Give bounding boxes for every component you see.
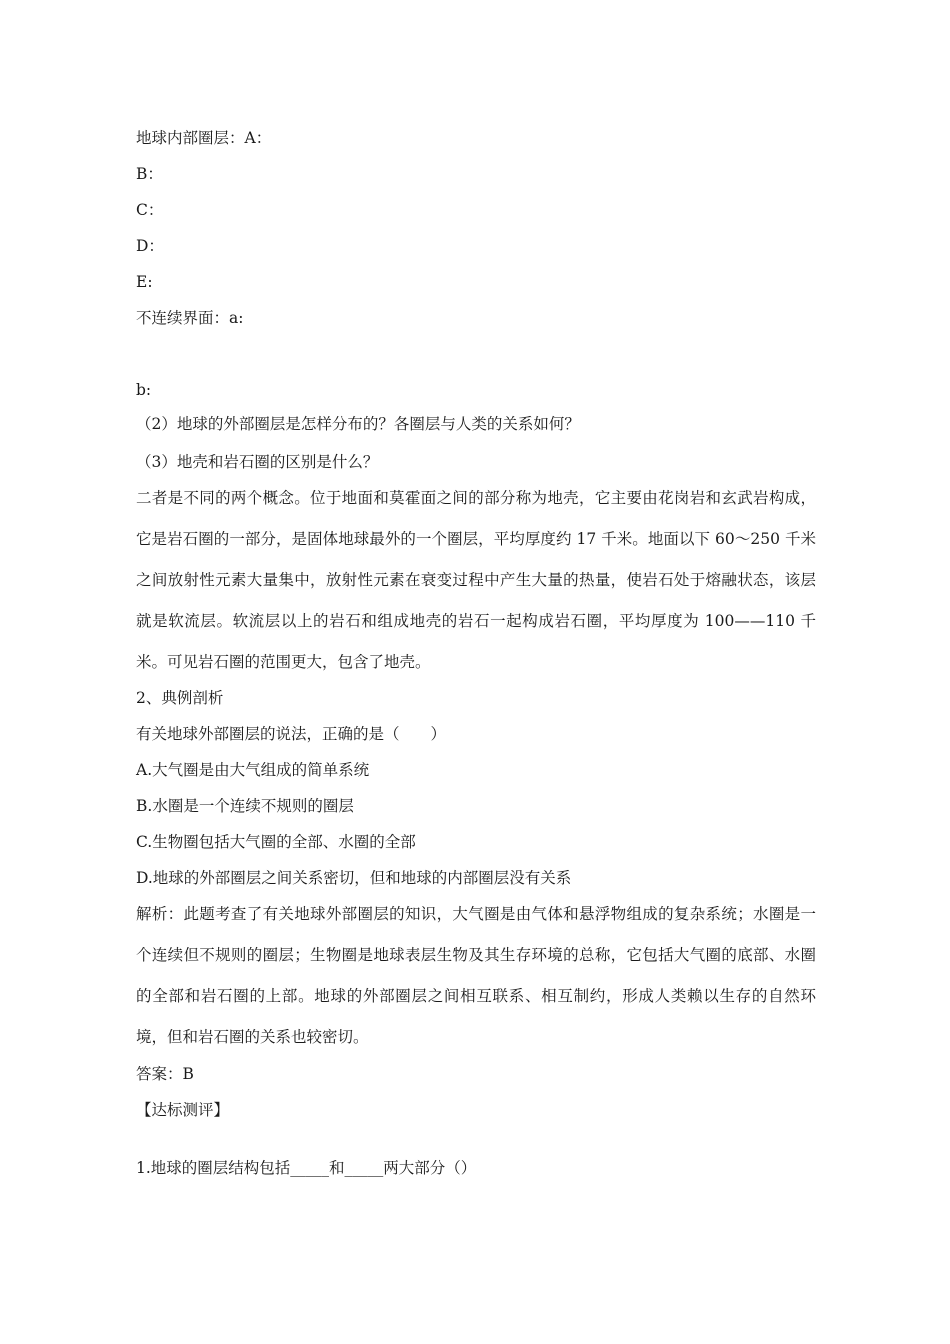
option-c: C.生物圈包括大气圈的全部、水圈的全部 <box>136 833 416 851</box>
option-a: A.大气圈是由大气组成的简单系统 <box>136 761 370 779</box>
assessment-question-1: 1.地球的圈层结构包括_____和_____两大部分（） <box>136 1159 477 1177</box>
discontinuity-b: b: <box>136 381 152 399</box>
question-2: （2）地球的外部圈层是怎样分布的？各圈层与人类的关系如何？ <box>136 415 580 433</box>
inner-layer-d: D： <box>136 237 164 255</box>
answer-line: 答案：B <box>136 1065 194 1083</box>
inner-layer-a: 地球内部圈层：A： <box>136 129 272 147</box>
answer-q3-paragraph: 二者是不同的两个概念。位于地面和莫霍面之间的部分称为地壳，它主要由花岗岩和玄武岩构成，它是岩石圈的一部分，是固体地球最外的一个圈层，平均厚度约 17 千米。地面以下 60～250 千米之间放射性元素大量集中，放射性元素在衰变过程中产生大量的热量，使岩石处于熔融状态，该层就是软流层。软流层以上的岩石和组成地壳的岩石一起构成岩石圈，平均厚度为 100——110 千米。可见岩石圈的范围更大，包含了地壳。 <box>136 489 816 671</box>
inner-layer-b: B： <box>136 165 163 183</box>
assessment-heading: 【达标测评】 <box>136 1101 230 1119</box>
option-d: D.地球的外部圈层之间关系密切，但和地球的内部圈层没有关系 <box>136 869 572 887</box>
question-3: （3）地壳和岩石圈的区别是什么？ <box>136 453 379 471</box>
inner-layer-e: E: <box>136 273 153 291</box>
analysis-paragraph: 解析：此题考查了有关地球外部圈层的知识，大气圈是由气体和悬浮物组成的复杂系统；水圈是一个连续但不规则的圈层；生物圈是地球表层生物及其生存环境的总称，它包括大气圈的底部、水圈的全部和岩石圈的上部。地球的外部圈层之间相互联系、相互制约，形成人类赖以生存的自然环境，但和岩石圈的关系也较密切。 <box>136 905 816 1046</box>
option-b: B.水圈是一个连续不规则的圈层 <box>136 797 354 815</box>
example-question: 有关地球外部圈层的说法，正确的是（ ） <box>136 725 447 743</box>
discontinuity-a: 不连续界面：a: <box>136 309 244 327</box>
example-heading: 2、典例剖析 <box>136 689 224 707</box>
inner-layer-c: C： <box>136 201 164 219</box>
